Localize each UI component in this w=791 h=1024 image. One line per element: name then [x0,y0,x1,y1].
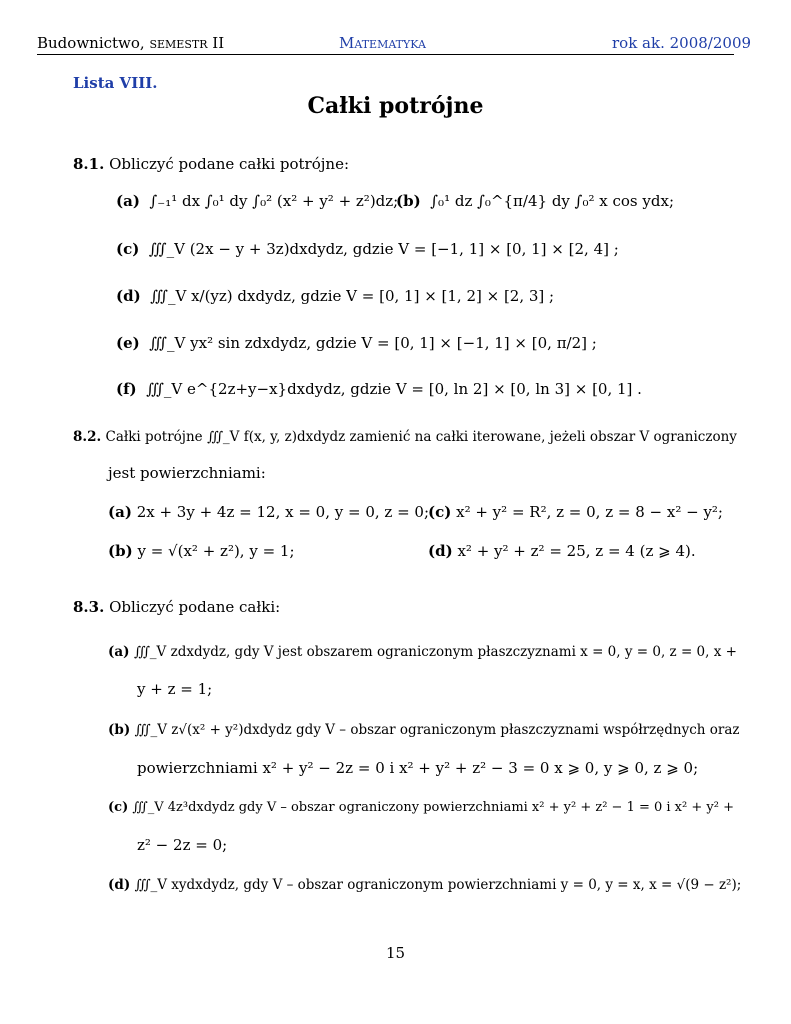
problem-8-2-c: (c) x² + y² = R², z = 0, z = 8 − x² − y²; [428,503,723,521]
problem-8-3-b-cont: powierzchniami x² + y² − 2z = 0 i x² + y² + z² − 3 = 0 x ⩾ 0, y ⩾ 0, z ⩾ 0; [137,759,699,777]
page-number: 15 [385,944,406,962]
problem-8-2-d: (d) x² + y² + z² = 25, z = 4 (z ⩾ 4). [428,542,696,560]
problem-8-1-e: (e) ∭_V yx² sin zdxdydz, gdzie V = [0, 1] × [−1, 1] × [0, π/2] ; [116,334,597,352]
problem-8-2-text: 8.2. Całki potrójne ∭_V f(x, y, z)dxdydz zamienić na całki iterowane, jeżeli obszar V ograniczony [73,429,737,445]
problem-8-1-d: (d) ∭_V x/(yz) dxdydz, gdzie V = [0, 1] × [1, 2] × [2, 3] ; [116,287,555,305]
header-course: Budownictwo, SEMESTR II [37,34,225,52]
problem-8-1-c: (c) ∭_V (2x − y + 3z)dxdydz, gdzie V = [−1, 1] × [0, 1] × [2, 4] ; [116,240,619,258]
problem-8-3-a: (a) ∭_V zdxdydz, gdy V jest obszarem ograniczonym płaszczyznami x = 0, y = 0, z = 0, x + [108,644,737,660]
problem-8-3-b: (b) ∭_V z√(x² + y²)dxdydz gdy V – obszar ograniczonym płaszczyznami współrzędnych oraz [108,722,740,738]
problem-8-1-f: (f) ∭_V e^{2z+y−x}dxdydz, gdzie V = [0, ln 2] × [0, ln 3] × [0, 1] . [116,380,642,398]
problem-8-2-b: (b) y = √(x² + z²), y = 1; [108,542,295,560]
problem-8-1-header: 8.1. Obliczyć podane całki potrójne: [73,155,349,173]
header-subject: Matematyka [339,34,426,52]
header-year: rok ak. 2008/2009 [612,34,752,52]
list-label: Lista VIII. [73,74,158,92]
problem-8-3-d: (d) ∭_V xydxdydz, gdy V – obszar ograniczonym powierzchniami y = 0, y = x, x = √(9 − z²); [108,877,742,893]
problem-8-1-a: (a) ∫₋₁¹ dx ∫₀¹ dy ∫₀² (x² + y² + z²)dz; [116,192,399,210]
problem-8-3-header: 8.3. Obliczyć podane całki: [73,598,281,616]
problem-8-2-a: (a) 2x + 3y + 4z = 12, x = 0, y = 0, z = 0; [108,503,430,521]
problem-8-1-b: (b) ∫₀¹ dz ∫₀^{π/4} dy ∫₀² x cos ydx; [396,192,674,210]
header-rule [37,54,734,55]
problem-8-3-c-cont: z² − 2z = 0; [137,836,228,854]
problem-8-3-a-cont: y + z = 1; [137,680,213,698]
problem-8-2-text2: jest powierzchniami: [108,464,266,482]
problem-8-3-c: (c) ∭_V 4z³dxdydz gdy V – obszar ograniczony powierzchniami x² + y² + z² − 1 = 0 i x² + y² + [108,800,734,815]
page-title: Całki potrójne [307,93,484,119]
